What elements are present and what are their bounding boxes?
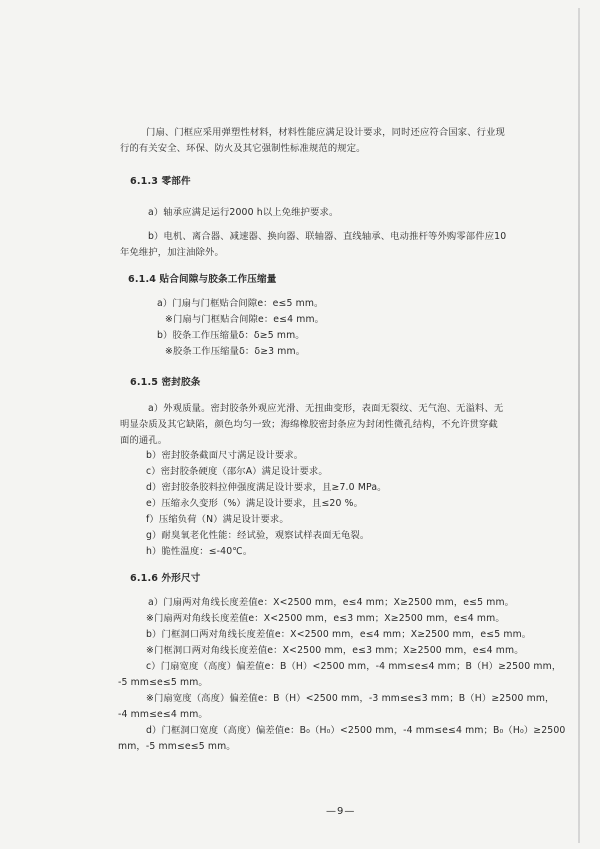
- list-item: e）压缩永久变形（%）满足设计要求，且≤20 %。: [146, 498, 364, 509]
- list-item: b）电机、离合器、减速器、换向器、联轴器、直线轴承、电动推杆等外购零部件应10: [148, 231, 507, 242]
- paragraph-line: 面的通孔。: [120, 435, 168, 446]
- list-item-alternate: ※门扇两对角线长度差值e：X<2500 mm，e≤3 mm；X≥2500 mm，e≤4 mm。: [146, 613, 505, 624]
- list-item: b）密封胶条截面尺寸满足设计要求。: [146, 450, 304, 461]
- page-number: —9—: [326, 806, 356, 817]
- list-item: b）胶条工作压缩量δ：δ≥5 mm。: [157, 330, 305, 341]
- list-item-alternate: ※门框洞口两对角线长度差值e：X<2500 mm，e≤3 mm；X≥2500 mm，e≤4 mm。: [146, 645, 524, 656]
- list-item: c）密封胶条硬度（邵尔A）满足设计要求。: [146, 466, 328, 477]
- section-heading-6-1-5: 6.1.5 密封胶条: [130, 377, 201, 388]
- paragraph-line: 门扇、门框应采用弹塑性材料，材料性能应满足设计要求，同时还应符合国家、行业现: [146, 127, 505, 138]
- list-item-continuation: -4 mm≤e≤4 mm。: [118, 709, 208, 720]
- list-item-continuation: mm，-5 mm≤e≤5 mm。: [118, 741, 236, 752]
- paragraph-line: 明显杂质及其它缺陷，颜色均匀一致；海绵橡胶密封条应为封闭性微孔结构，不允许贯穿截: [120, 419, 498, 430]
- section-heading-6-1-3: 6.1.3 零部件: [130, 176, 191, 187]
- list-item: a）门扇与门框贴合间隙e：e≤5 mm。: [157, 298, 324, 309]
- list-item: a）轴承应满足运行2000 h以上免维护要求。: [148, 207, 339, 218]
- paragraph-line: 行的有关安全、环保、防火及其它强制性标准规范的规定。: [120, 143, 366, 154]
- list-item: f）压缩负荷（N）满足设计要求。: [146, 514, 289, 525]
- list-item: d）门框洞口宽度（高度）偏差值e：B₀（H₀）<2500 mm，-4 mm≤e≤4 mm；B₀（H₀）≥2500: [146, 725, 566, 736]
- list-item-alternate: ※门扇宽度（高度）偏差值e：B（H）<2500 mm，-3 mm≤e≤3 mm；B（H）≥2500 mm，: [146, 693, 555, 704]
- section-heading-6-1-6: 6.1.6 外形尺寸: [130, 573, 201, 584]
- paragraph-line: a）外观质量。密封胶条外观应光滑、无扭曲变形，表面无裂纹、无气泡、无溢料、无: [148, 403, 504, 414]
- list-item-alternate: ※胶条工作压缩量δ：δ≥3 mm。: [165, 346, 306, 357]
- list-item-continuation: -5 mm≤e≤5 mm。: [118, 677, 208, 688]
- list-item: a）门扇两对角线长度差值e：X<2500 mm，e≤4 mm；X≥2500 mm，e≤5 mm。: [148, 597, 515, 608]
- section-heading-6-1-4: 6.1.4 贴合间隙与胶条工作压缩量: [128, 274, 277, 285]
- list-item: d）密封胶条胶料拉伸强度满足设计要求，且≥7.0 MPa。: [146, 482, 387, 493]
- list-item: c）门扇宽度（高度）偏差值e：B（H）<2500 mm，-4 mm≤e≤4 mm；B（H）≥2500 mm，: [146, 661, 562, 672]
- list-item: h）脆性温度：≤-40℃。: [146, 546, 253, 557]
- list-item-continuation: 年免维护，加注油除外。: [120, 247, 224, 258]
- page-edge-line: [578, 8, 580, 843]
- list-item: b）门框洞口两对角线长度差值e：X<2500 mm，e≤4 mm；X≥2500 mm，e≤5 mm。: [146, 629, 532, 640]
- list-item-alternate: ※门扇与门框贴合间隙e：e≤4 mm。: [165, 314, 325, 325]
- list-item: g）耐臭氧老化性能：经试验，观察试样表面无龟裂。: [146, 530, 370, 541]
